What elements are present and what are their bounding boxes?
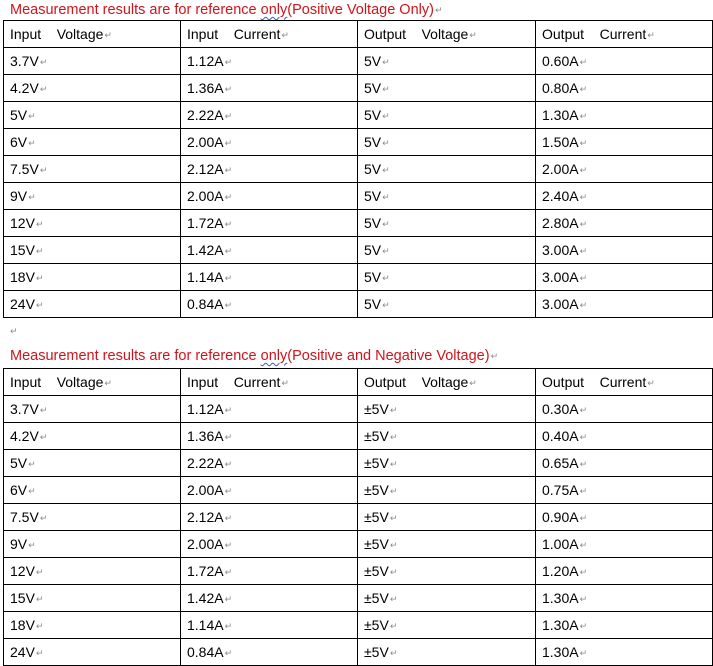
cell-text: 0.30A	[542, 400, 579, 417]
cell-text: Input Voltage	[10, 25, 104, 42]
table-row	[4, 264, 713, 291]
cell-text: 18V	[10, 616, 35, 633]
table-1-caption	[10, 1, 442, 19]
table-cell	[4, 264, 181, 291]
column-header	[358, 369, 536, 396]
cell-text: 7.5V	[10, 508, 39, 525]
table-cell	[181, 129, 358, 156]
table-cell	[358, 585, 536, 612]
cell-text: 2.12A	[187, 160, 224, 177]
cell-text: 0.90A	[542, 508, 579, 525]
table-cell	[358, 396, 536, 423]
table-cell	[181, 264, 358, 291]
cell-mark: ↵	[35, 647, 44, 658]
table-cell	[536, 450, 713, 477]
cell-mark: ↵	[35, 593, 44, 604]
table-cell	[4, 396, 181, 423]
table-row	[4, 210, 713, 237]
cell-text: 24V	[10, 295, 35, 312]
cell-mark: ↵	[35, 566, 44, 577]
cell-text: 3.7V	[10, 52, 39, 69]
table-cell	[536, 396, 713, 423]
cell-mark: ↵	[224, 110, 233, 121]
cell-text: 3.00A	[542, 268, 579, 285]
cell-text: 5V	[364, 295, 382, 312]
cell-text: 1.36A	[187, 79, 224, 96]
cell-mark: ↵	[382, 191, 390, 202]
table-cell	[358, 102, 536, 129]
cell-mark: ↵	[579, 272, 588, 283]
cell-text: 2.40A	[542, 187, 579, 204]
cell-mark: ↵	[579, 83, 588, 94]
cell-text: 5V	[364, 160, 382, 177]
cell-mark: ↵	[382, 137, 390, 148]
column-header	[4, 369, 181, 396]
table-cell	[4, 237, 181, 264]
cell-text: Output Current	[542, 373, 647, 390]
cell-mark: ↵	[224, 137, 233, 148]
table-cell	[358, 210, 536, 237]
cell-mark: ↵	[579, 218, 588, 229]
table-cell	[4, 48, 181, 75]
table-cell	[358, 156, 536, 183]
table-cell	[358, 75, 536, 102]
cell-text: 5V	[364, 187, 382, 204]
cell-mark: ↵	[579, 191, 588, 202]
table-cell	[4, 156, 181, 183]
table-row	[4, 156, 713, 183]
cell-mark: ↵	[224, 56, 233, 67]
cell-text: 5V	[364, 52, 382, 69]
table-cell	[181, 291, 358, 318]
cell-text: ±5V	[364, 400, 389, 417]
table-row	[4, 237, 713, 264]
table-cell	[181, 396, 358, 423]
table-cell	[536, 210, 713, 237]
cell-mark: ↵	[647, 29, 655, 40]
table-cell	[4, 585, 181, 612]
cell-text: 0.65A	[542, 454, 579, 471]
cell-text: ±5V	[364, 535, 389, 552]
table-row	[4, 183, 713, 210]
table-cell	[4, 423, 181, 450]
cell-text: 0.75A	[542, 481, 579, 498]
table-cell	[181, 75, 358, 102]
cell-mark: ↵	[579, 485, 588, 496]
table-row	[4, 423, 713, 450]
cell-mark: ↵	[224, 566, 233, 577]
table-2-caption	[10, 347, 498, 365]
cell-mark: ↵	[224, 218, 233, 229]
header-row	[4, 21, 713, 48]
cell-text: 0.84A	[187, 643, 224, 660]
cell-mark: ↵	[389, 512, 398, 523]
table-cell	[181, 477, 358, 504]
table-cell	[181, 156, 358, 183]
caption-underlined-word: only	[260, 348, 288, 364]
cell-text: 1.12A	[187, 400, 224, 417]
table-cell	[181, 558, 358, 585]
cell-text: ±5V	[364, 589, 389, 606]
cell-text: 1.30A	[542, 106, 579, 123]
column-header	[4, 21, 181, 48]
cell-text: 1.14A	[187, 616, 224, 633]
cell-text: ±5V	[364, 427, 389, 444]
cell-text: 3.7V	[10, 400, 39, 417]
cell-text: Output Voltage	[364, 25, 469, 42]
cell-mark: ↵	[224, 164, 233, 175]
cell-mark: ↵	[224, 458, 233, 469]
cell-mark: ↵	[39, 83, 48, 94]
cell-mark: ↵	[224, 404, 233, 415]
cell-mark: ↵	[104, 377, 112, 388]
table-cell	[358, 264, 536, 291]
cell-mark: ↵	[389, 431, 398, 442]
cell-mark: ↵	[35, 620, 44, 631]
cell-text: 5V	[364, 268, 382, 285]
cell-text: 2.12A	[187, 508, 224, 525]
table-cell	[536, 531, 713, 558]
cell-text: 1.50A	[542, 133, 579, 150]
cell-mark: ↵	[579, 647, 588, 658]
cell-mark: ↵	[382, 218, 390, 229]
cell-text: 3.00A	[542, 241, 579, 258]
cell-mark: ↵	[579, 110, 588, 121]
cell-mark: ↵	[382, 164, 390, 175]
table-cell	[4, 450, 181, 477]
table-cell	[536, 129, 713, 156]
cell-mark: ↵	[35, 218, 44, 229]
table-cell	[358, 531, 536, 558]
table-cell	[536, 183, 713, 210]
table-cell	[358, 639, 536, 666]
cell-mark: ↵	[35, 299, 44, 310]
cell-text: 18V	[10, 268, 35, 285]
table-cell	[4, 291, 181, 318]
cell-mark: ↵	[104, 29, 112, 40]
cell-text: 2.00A	[187, 535, 224, 552]
cell-text: 1.36A	[187, 427, 224, 444]
cell-mark: ↵	[382, 245, 390, 256]
cell-text: ±5V	[364, 643, 389, 660]
table-cell	[358, 237, 536, 264]
cell-text: 1.30A	[542, 589, 579, 606]
cell-text: 1.00A	[542, 535, 579, 552]
cell-mark: ↵	[382, 272, 390, 283]
table-cell	[358, 477, 536, 504]
cell-text: 1.20A	[542, 562, 579, 579]
cell-mark: ↵	[469, 29, 477, 40]
table-cell	[536, 477, 713, 504]
cell-text: ±5V	[364, 481, 389, 498]
table-row	[4, 48, 713, 75]
table-row	[4, 531, 713, 558]
paragraph-mark: ↵	[10, 326, 18, 336]
cell-text: 1.30A	[542, 616, 579, 633]
cell-mark: ↵	[579, 431, 588, 442]
table-cell	[181, 48, 358, 75]
table-row	[4, 129, 713, 156]
cell-text: 6V	[10, 481, 28, 498]
cell-text: 5V	[364, 106, 382, 123]
cell-text: 24V	[10, 643, 35, 660]
cell-mark: ↵	[224, 620, 233, 631]
cell-mark: ↵	[35, 245, 44, 256]
cell-text: 2.80A	[542, 214, 579, 231]
cell-mark: ↵	[389, 620, 398, 631]
table-cell	[4, 183, 181, 210]
table-cell	[358, 48, 536, 75]
table-row	[4, 396, 713, 423]
cell-text: 5V	[10, 454, 28, 471]
cell-text: 1.14A	[187, 268, 224, 285]
cell-text: 1.30A	[542, 643, 579, 660]
cell-text: 1.72A	[187, 562, 224, 579]
table-cell	[536, 156, 713, 183]
cell-mark: ↵	[39, 164, 48, 175]
table-cell	[536, 75, 713, 102]
cell-text: 7.5V	[10, 160, 39, 177]
cell-mark: ↵	[39, 56, 48, 67]
cell-mark: ↵	[224, 191, 233, 202]
cell-mark: ↵	[389, 458, 398, 469]
cell-mark: ↵	[579, 56, 588, 67]
cell-mark: ↵	[389, 539, 398, 550]
cell-text: 12V	[10, 562, 35, 579]
cell-mark: ↵	[579, 404, 588, 415]
cell-mark: ↵	[389, 404, 398, 415]
cell-mark: ↵	[28, 191, 36, 202]
column-header	[536, 21, 713, 48]
table-row	[4, 585, 713, 612]
table-cell	[536, 264, 713, 291]
cell-mark: ↵	[281, 377, 289, 388]
cell-mark: ↵	[469, 377, 477, 388]
cell-text: 0.60A	[542, 52, 579, 69]
table-cell	[4, 210, 181, 237]
cell-mark: ↵	[28, 137, 36, 148]
cell-text: ±5V	[364, 616, 389, 633]
cell-text: Input Current	[187, 373, 281, 390]
cell-text: 5V	[364, 79, 382, 96]
table-cell	[358, 612, 536, 639]
cell-mark: ↵	[382, 110, 390, 121]
caption-underlined-word: only	[260, 2, 288, 18]
table-row	[4, 612, 713, 639]
cell-mark: ↵	[39, 404, 48, 415]
cell-mark: ↵	[224, 299, 233, 310]
measurement-table-positive	[3, 20, 713, 318]
cell-text: 5V	[10, 106, 28, 123]
cell-text: 6V	[10, 133, 28, 150]
table-cell	[536, 504, 713, 531]
table-cell	[358, 291, 536, 318]
cell-text: 3.00A	[542, 295, 579, 312]
table-cell	[4, 612, 181, 639]
cell-mark: ↵	[579, 539, 588, 550]
cell-mark: ↵	[579, 620, 588, 631]
cell-mark: ↵	[28, 458, 36, 469]
table-cell	[4, 639, 181, 666]
table-cell	[536, 612, 713, 639]
cell-text: Input Current	[187, 25, 281, 42]
table-cell	[536, 558, 713, 585]
cell-text: 9V	[10, 535, 28, 552]
cell-mark: ↵	[224, 485, 233, 496]
table-cell	[4, 129, 181, 156]
cell-mark: ↵	[389, 485, 398, 496]
caption-text: Measurement results are for reference	[10, 2, 261, 18]
cell-text: Output Current	[542, 25, 647, 42]
cell-text: 2.22A	[187, 106, 224, 123]
cell-text: 2.00A	[187, 481, 224, 498]
cell-text: 12V	[10, 214, 35, 231]
table-row	[4, 450, 713, 477]
cell-text: 5V	[364, 133, 382, 150]
cell-text: 2.00A	[542, 160, 579, 177]
table-cell	[181, 102, 358, 129]
cell-mark: ↵	[28, 110, 36, 121]
cell-text: ±5V	[364, 454, 389, 471]
table-cell	[181, 612, 358, 639]
paragraph-mark: ↵	[490, 351, 499, 361]
paragraph-mark: ↵	[434, 5, 443, 15]
table-cell	[358, 504, 536, 531]
cell-text: 2.00A	[187, 133, 224, 150]
table-cell	[181, 531, 358, 558]
table-cell	[536, 102, 713, 129]
header-row	[4, 369, 713, 396]
table-cell	[536, 237, 713, 264]
cell-text: 2.00A	[187, 187, 224, 204]
caption-suffix: (Positive Voltage Only)	[287, 2, 434, 18]
cell-mark: ↵	[35, 272, 44, 283]
cell-text: 0.80A	[542, 79, 579, 96]
cell-mark: ↵	[224, 593, 233, 604]
cell-text: Output Voltage	[364, 373, 469, 390]
table-row	[4, 291, 713, 318]
table-cell	[181, 210, 358, 237]
cell-mark: ↵	[382, 83, 390, 94]
cell-text: 9V	[10, 187, 28, 204]
cell-text: ±5V	[364, 562, 389, 579]
table-cell	[181, 183, 358, 210]
cell-mark: ↵	[382, 56, 390, 67]
table-cell	[4, 477, 181, 504]
table-row	[4, 75, 713, 102]
cell-mark: ↵	[281, 29, 289, 40]
cell-text: 0.40A	[542, 427, 579, 444]
column-header	[181, 21, 358, 48]
table-cell	[181, 450, 358, 477]
table-cell	[181, 504, 358, 531]
cell-mark: ↵	[39, 512, 48, 523]
table-cell	[181, 237, 358, 264]
table-cell	[536, 639, 713, 666]
cell-text: ±5V	[364, 508, 389, 525]
cell-text: 1.12A	[187, 52, 224, 69]
table-cell	[358, 558, 536, 585]
cell-mark: ↵	[224, 272, 233, 283]
cell-mark: ↵	[224, 431, 233, 442]
table-cell	[358, 423, 536, 450]
table-cell	[4, 558, 181, 585]
measurement-table-positive-negative	[3, 368, 713, 666]
table-row	[4, 639, 713, 666]
cell-mark: ↵	[382, 299, 390, 310]
cell-text: 5V	[364, 214, 382, 231]
table-cell	[358, 183, 536, 210]
cell-text: 15V	[10, 241, 35, 258]
caption-suffix: (Positive and Negative Voltage)	[287, 348, 490, 364]
table-cell	[181, 585, 358, 612]
table-cell	[536, 423, 713, 450]
cell-text: Input Voltage	[10, 373, 104, 390]
table-cell	[181, 639, 358, 666]
cell-text: 1.42A	[187, 241, 224, 258]
cell-mark: ↵	[579, 593, 588, 604]
cell-mark: ↵	[389, 593, 398, 604]
table-cell	[4, 504, 181, 531]
table-row	[4, 504, 713, 531]
cell-mark: ↵	[224, 512, 233, 523]
table-row	[4, 477, 713, 504]
cell-text: 2.22A	[187, 454, 224, 471]
cell-text: 4.2V	[10, 79, 39, 96]
cell-text: 0.84A	[187, 295, 224, 312]
cell-mark: ↵	[224, 539, 233, 550]
table-cell	[4, 75, 181, 102]
cell-text: 4.2V	[10, 427, 39, 444]
cell-mark: ↵	[579, 299, 588, 310]
cell-mark: ↵	[579, 137, 588, 148]
table-cell	[181, 423, 358, 450]
table-cell	[358, 450, 536, 477]
table-row	[4, 102, 713, 129]
cell-mark: ↵	[389, 647, 398, 658]
cell-mark: ↵	[647, 377, 655, 388]
cell-mark: ↵	[579, 164, 588, 175]
cell-mark: ↵	[579, 566, 588, 577]
table-cell	[4, 531, 181, 558]
cell-text: 15V	[10, 589, 35, 606]
cell-mark: ↵	[39, 431, 48, 442]
table-row	[4, 558, 713, 585]
table-cell	[536, 291, 713, 318]
cell-text: 5V	[364, 241, 382, 258]
cell-mark: ↵	[28, 539, 36, 550]
cell-mark: ↵	[28, 485, 36, 496]
cell-mark: ↵	[224, 245, 233, 256]
cell-mark: ↵	[224, 83, 233, 94]
table-cell	[358, 129, 536, 156]
cell-mark: ↵	[224, 647, 233, 658]
table-cell	[536, 48, 713, 75]
cell-mark: ↵	[579, 458, 588, 469]
table-cell	[536, 585, 713, 612]
table-cell	[4, 102, 181, 129]
cell-text: 1.72A	[187, 214, 224, 231]
column-header	[181, 369, 358, 396]
cell-mark: ↵	[579, 512, 588, 523]
column-header	[358, 21, 536, 48]
cell-text: 1.42A	[187, 589, 224, 606]
cell-mark: ↵	[389, 566, 398, 577]
column-header	[536, 369, 713, 396]
caption-text: Measurement results are for reference	[10, 348, 261, 364]
cell-mark: ↵	[579, 245, 588, 256]
